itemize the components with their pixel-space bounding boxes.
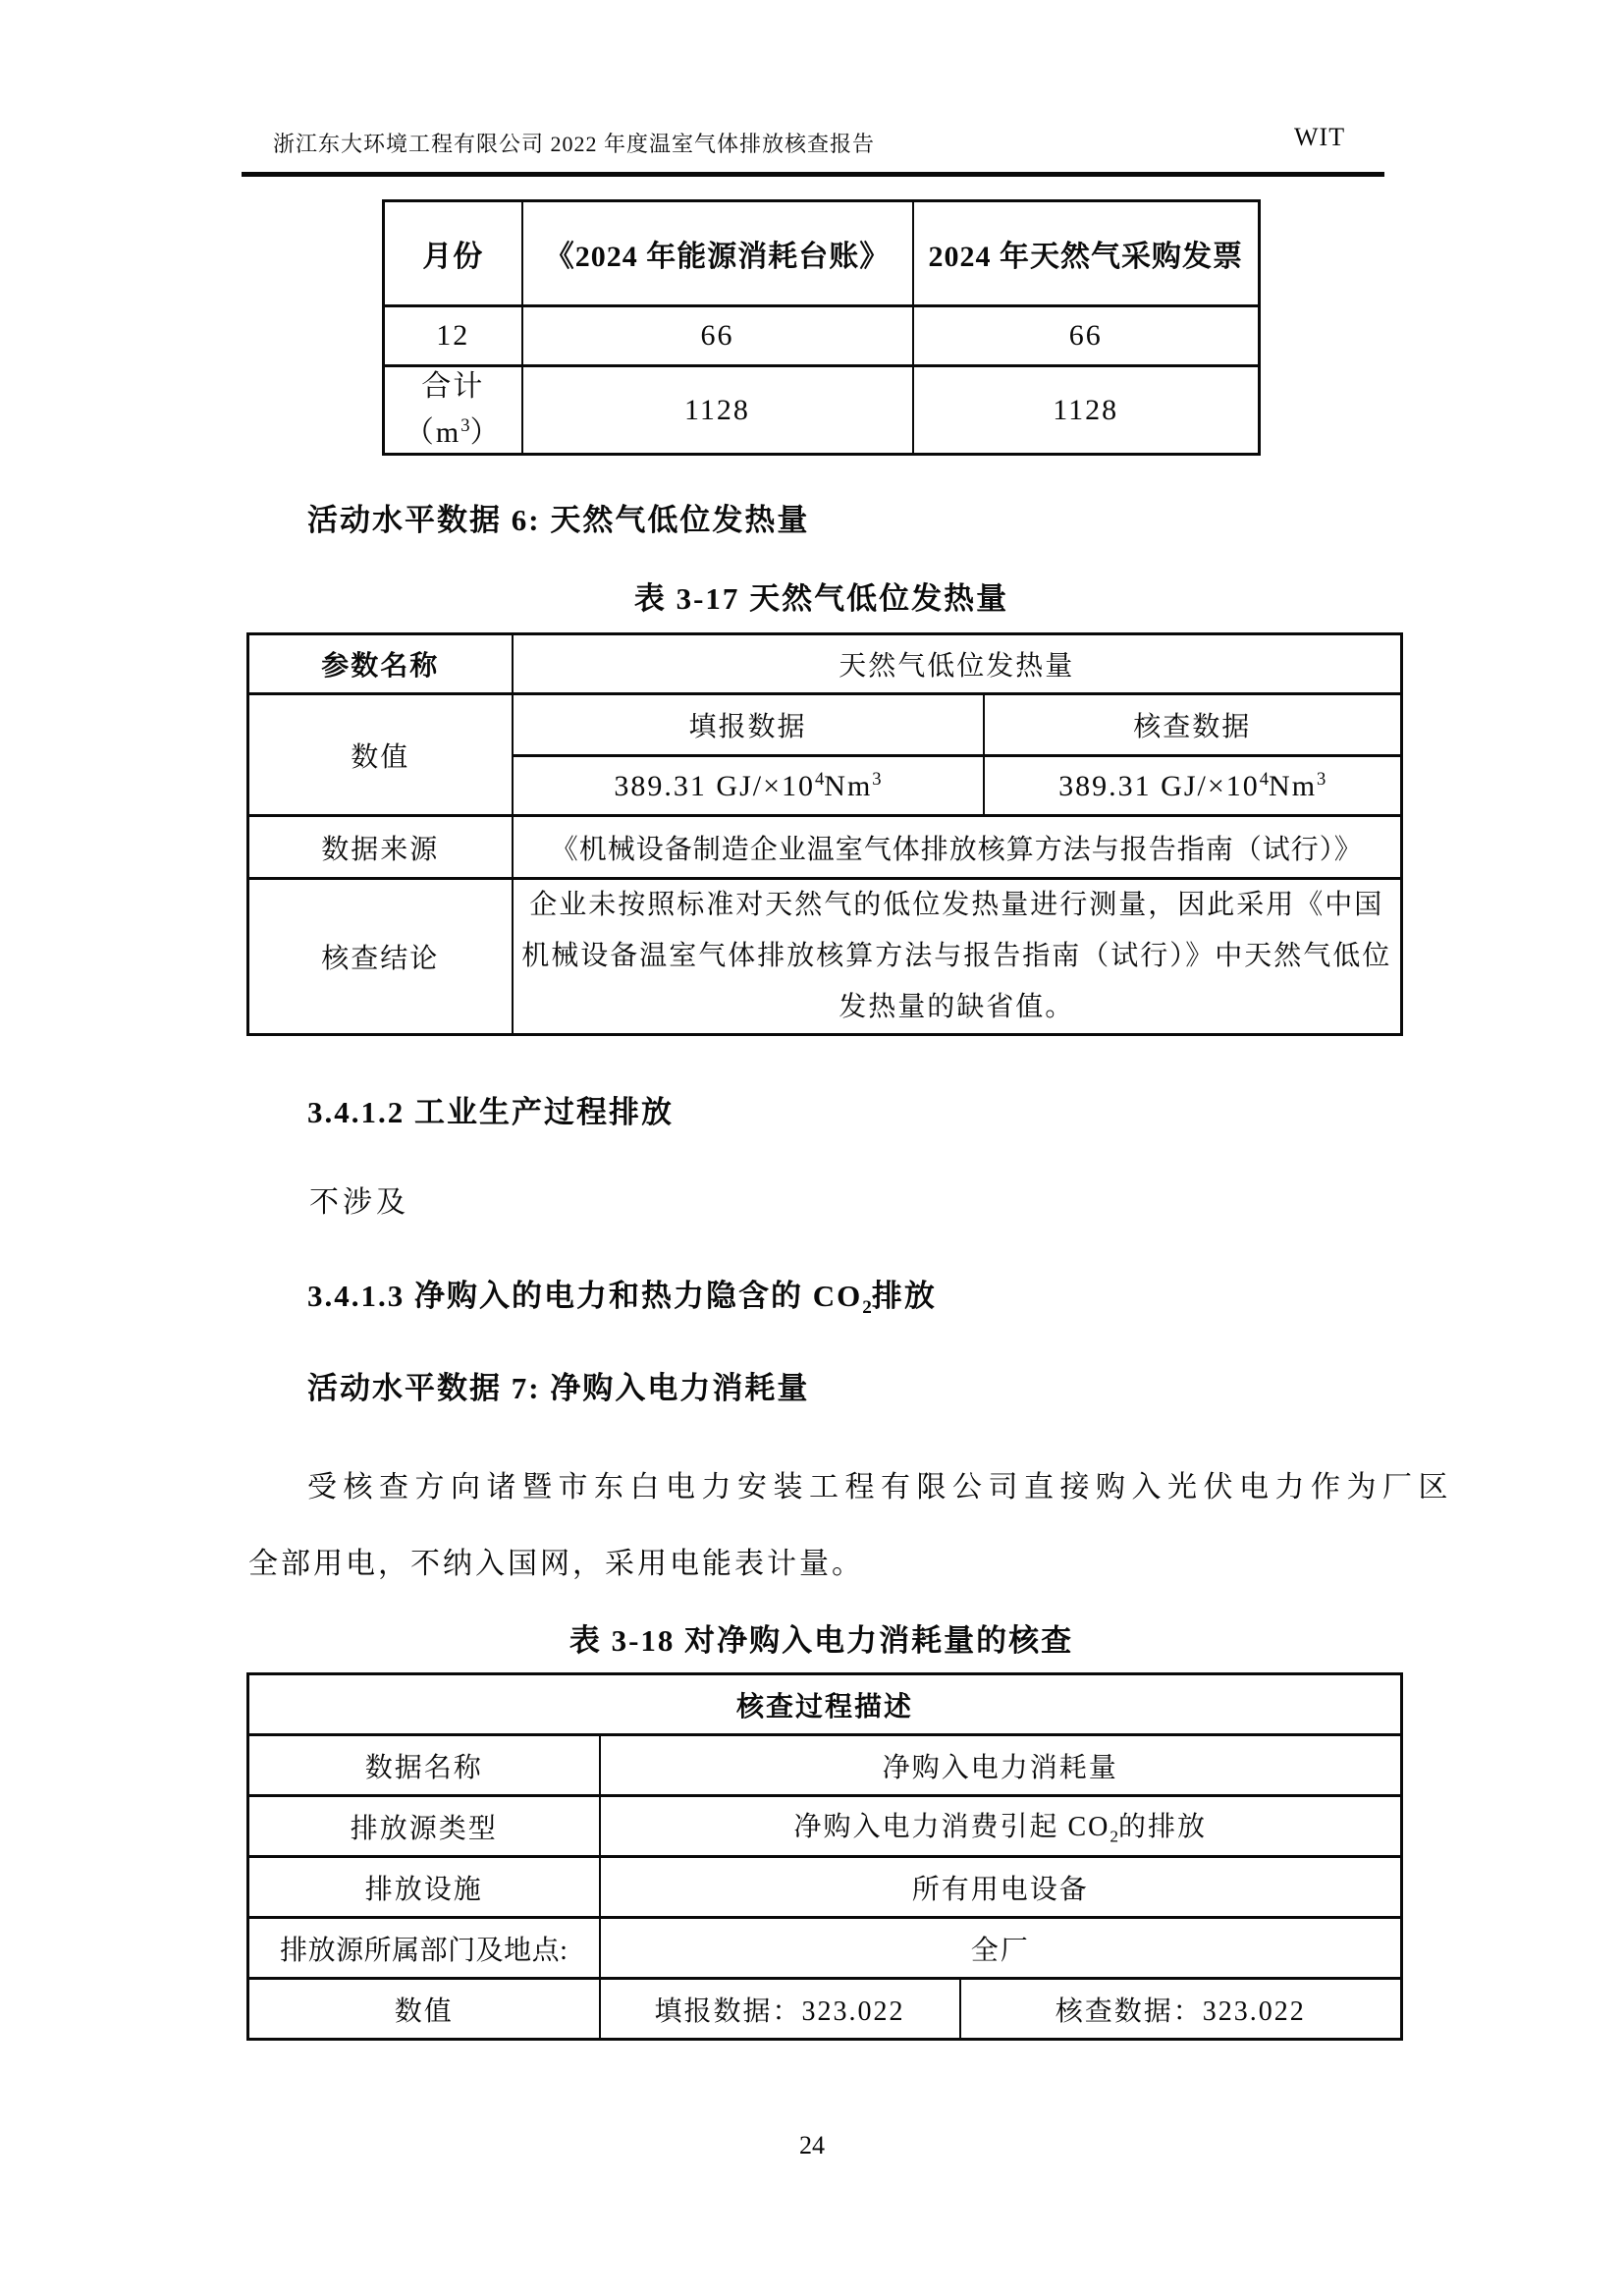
gas-ledger-total: 1128	[522, 366, 913, 455]
table-3-18-caption: 表 3-18 对净购入电力消耗量的核查	[568, 1623, 1074, 1658]
table-row	[248, 634, 1402, 694]
paragraph-line-1: 受核查方向诸暨市东白电力安装工程有限公司直接购入光伏电力作为厂区	[307, 1471, 1454, 1503]
table-row	[384, 201, 1260, 306]
verified-ncv-value	[984, 756, 1402, 816]
verified-ncv-sup4: 4	[1259, 768, 1270, 790]
emission-facility-label: 排放设施	[248, 1857, 600, 1918]
verified-electricity-value: 核查数据：323.022	[960, 1979, 1402, 2040]
emission-dept-label: 排放源所属部门及地点:	[248, 1918, 600, 1979]
reported-electricity-value: 填报数据：323.022	[600, 1979, 960, 2040]
data-source-label: 数据来源	[248, 816, 513, 879]
section-3-4-1-3-heading	[307, 1271, 937, 1319]
table-row	[248, 1674, 1402, 1735]
verified-ncv-base: 389.31 GJ/×10	[1058, 769, 1260, 802]
gas-col-ledger: 《2024 年能源消耗台账》	[522, 201, 913, 306]
conclusion-text: 企业未按照标准对天然气的低位发热量进行测量，因此采用《中国机械设备温室气体排放核算方法与报告指南（试行）》中天然气低位发热量的缺省值。	[513, 879, 1402, 1035]
reported-ncv-base: 389.31 GJ/×10	[614, 769, 815, 802]
table-row	[248, 816, 1402, 879]
gas-total-label	[384, 366, 522, 455]
gas-total-unit	[389, 407, 517, 453]
emission-facility-value: 所有用电设备	[600, 1857, 1402, 1918]
gas-unit-close: ）	[469, 416, 502, 449]
activity-data-7-heading: 活动水平数据 7: 净购入电力消耗量	[307, 1371, 810, 1405]
ncv-table	[246, 632, 1403, 1036]
verified-ncv-unit: Nm	[1269, 769, 1318, 802]
param-name-value: 天然气低位发热量	[513, 634, 1402, 694]
gas-month-12: 12	[384, 306, 522, 366]
source-type-co2-sub: 2	[1110, 1827, 1119, 1846]
header-logo-text: WIT	[1294, 123, 1346, 151]
gas-invoice-total: 1128	[913, 366, 1260, 455]
electricity-verification-table	[246, 1672, 1403, 2041]
gas-consumption-table	[382, 199, 1261, 456]
table-row	[248, 694, 1402, 756]
table-row	[384, 306, 1260, 366]
activity-data-6-heading: 活动水平数据 6: 天然气低位发热量	[307, 503, 810, 537]
reported-ncv-sup3: 3	[872, 768, 882, 790]
section-3-4-1-2-heading: 3.4.1.2 工业生产过程排放	[307, 1095, 674, 1129]
reported-ncv-sup4: 4	[815, 768, 825, 790]
table-row	[248, 1979, 1402, 2040]
gas-unit-sup: 3	[460, 415, 470, 436]
co2-subscript: 2	[862, 1297, 872, 1319]
header-divider-rule	[242, 172, 1384, 177]
value-row-label: 数值	[248, 1979, 600, 2040]
table-row	[248, 1796, 1402, 1857]
value-label: 数值	[248, 694, 513, 816]
table-row	[248, 1735, 1402, 1796]
reported-ncv-value	[513, 756, 984, 816]
conclusion-label: 核查结论	[248, 879, 513, 1035]
gas-col-invoice: 2024 年天然气采购发票	[913, 201, 1260, 306]
gas-total-text: 合计	[421, 370, 485, 403]
reported-ncv-unit: Nm	[824, 769, 873, 802]
header-report-title: 浙江东大环境工程有限公司 2022 年度温室气体排放核查报告	[273, 132, 876, 156]
table-row	[384, 366, 1260, 455]
emission-source-type-value	[600, 1796, 1402, 1857]
table-row	[248, 879, 1402, 1035]
table-3-17-caption: 表 3-17 天然气低位发热量	[633, 581, 1009, 616]
gas-unit-open: （m	[404, 416, 461, 449]
table-row	[248, 1918, 1402, 1979]
source-type-pre: 净购入电力消费引起 CO	[793, 1812, 1110, 1843]
process-description-header: 核查过程描述	[248, 1674, 1402, 1735]
page-number: 24	[799, 2131, 825, 2159]
reported-data-header: 填报数据	[513, 694, 984, 756]
gas-ledger-dec: 66	[522, 306, 913, 366]
source-type-post: 的排放	[1118, 1812, 1208, 1843]
gas-col-month: 月份	[384, 201, 522, 306]
table-row	[248, 1857, 1402, 1918]
paragraph-line-2: 全部用电，不纳入国网，采用电能表计量。	[248, 1548, 864, 1580]
not-involved-text: 不涉及	[309, 1186, 409, 1219]
verified-ncv-sup3: 3	[1317, 768, 1326, 790]
param-name-label: 参数名称	[248, 634, 513, 694]
data-name-value: 净购入电力消耗量	[600, 1735, 1402, 1796]
verified-data-header: 核查数据	[984, 694, 1402, 756]
emission-source-type-label: 排放源类型	[248, 1796, 600, 1857]
data-name-label: 数据名称	[248, 1735, 600, 1796]
section-3-4-1-3-post: 排放	[871, 1279, 937, 1313]
section-3-4-1-3-pre: 3.4.1.3 净购入的电力和热力隐含的 CO	[307, 1279, 863, 1313]
gas-invoice-dec: 66	[913, 306, 1260, 366]
data-source-value: 《机械设备制造企业温室气体排放核算方法与报告指南（试行）》	[513, 816, 1402, 879]
emission-dept-value: 全厂	[600, 1918, 1402, 1979]
